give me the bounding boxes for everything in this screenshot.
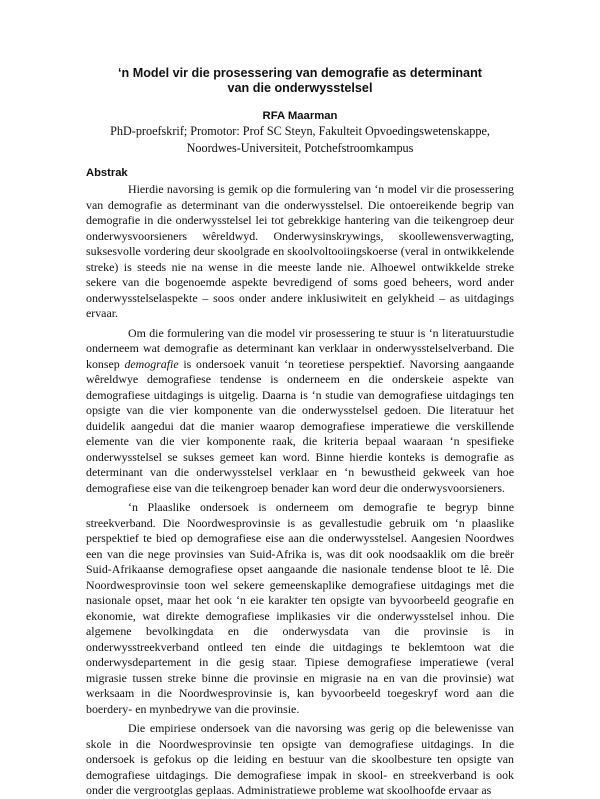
abstract-paragraph-1: Hierdie navorsing is gemik op die formulering van ‘n model vir die prosessering van demografie as determinant van die onderwysstelsel. Die ontoereikende begrip van demografie in die onderwysstelsel lei tot gebrekkige hantering van die teikengroep deur onderwysvoorsieners wêreldwyd. Onderwysinskrywings, skoollewensverwagting, suksesvolle vordering deur skoolgrade en skoolvoltooiingskoerse (veral in ontwikkelende streke) is steeds nie na wense in die meeste lande nie. Alhoewel ontwikkelde streke sekere van die bogenoemde aspekte bevredigend of soms goed beheers, word ander onderwysstelselaspekte – soos onder andere inklusiwiteit en gelykheid – as uitdagings ervaar. [86,182,514,320]
abstract-paragraph-3: ‘n Plaaslike ondersoek is onderneem om demografie te begryp binne streekverband. Die Noordwesprovinsie is as gevallestudie gebruik om ‘n plaaslike perspektief te bied op demografiese eise aan die onderwysstelsel. Aangesien Noordwes een van die nege provinsies van Suid-Afrika is, was dit ook noodsaaklik om die breër Suid-Afrikaanse demografiese opset aangaande die nasionale tendense bloot te lê. Die Noordwesprovinsie toon wel sekere gemeenskaplike demografiese uitdagings met die nasionale opset, maar het ook ‘n eie karakter ten opsigte van byvoorbeeld geografie en ekonomie, wat direkte demografiese implikasies vir die onderwysstelsel inhou. Die algemene bevolkingdata en die onderwysdata van die provinsie is in onderwysstreekverband ontleed ten einde die uitdagings te beklemtoon wat die onderwysdepartement in die gesig staar. Tipiese demografiese imperatiewe (veral migrasie tussen streke binne die provinsie en migrasie na en van die provinsie) wat werksaam in die Noordwesprovinsie is, kan byvoorbeeld toegeskryf word aan die boerdery- en mynbedrywe van die provinsie. [86,500,514,716]
abstract-body [86,182,514,797]
author-affiliation [86,123,514,157]
paragraph-2-text-b: is ondersoek vanuit ‘n teoretiese perspektief. Navorsing aangaande wêreldwye demografiese tendense is onderneem en die onderskeie aspekte van demografiese uitdagings is uitgelig. Daarna is ‘n studie van demografiese uitdagings ten opsigte van die vier komponente van die onderwysstelsel gedoen. Die literatuur het duidelik aangedui dat die manier waarop demografiese imperatiewe die verskillende elemente van die vier komponente raak, die kriteria bepaal waaraan ‘n spesifieke onderwysstelsel se sukses gemeet kan word. Binne hierdie konteks is demografie as determinant van die onderwysstelsel verklaar en ‘n bewustheid gekweek van hoe demografiese eise van die teikengroep benader kan word deur die onderwysvoorsieners. [86,356,514,495]
emphasized-term: demografie [124,356,179,371]
affiliation-line-1: PhD-proefskrif; Promotor: Prof SC Steyn, Fakulteit Opvoedingswetenskappe, [110,124,490,138]
abstract-paragraph-2 [86,326,514,497]
title-line-1: ‘n Model vir die prosessering van demografie as determinant [118,66,482,80]
abstract-paragraph-4: Die empiriese ondersoek van die navorsing was gerig op die belewenisse van skole in die Noordwesprovinsie ten opsigte van demografiese uitdagings. In die ondersoek is gefokus op die leiding en bestuur van die skoolbesture ten opsigte van demografiese uitdagings. Die demografiese impak in skool- en streekverband is ook onder die vergrootglas geplaas. Administratiewe probleme wat skoolhoofde ervaar as [86,721,514,797]
author-name: RFA Maarman [262,110,338,122]
abstract-heading: Abstrak [86,167,128,179]
document-title [86,66,514,96]
paragraph-2-text-a: Om die formulering van die model vir prosessering te stuur is ‘n literatuurstudie onderneem wat demografie as determinant kan verklaar in onderwysstelselverband. Die konsep [86,325,514,371]
affiliation-line-2: Noordwes-Universiteit, Potchefstroomkampus [186,141,414,155]
title-line-2: van die onderwysstelsel [227,81,373,95]
